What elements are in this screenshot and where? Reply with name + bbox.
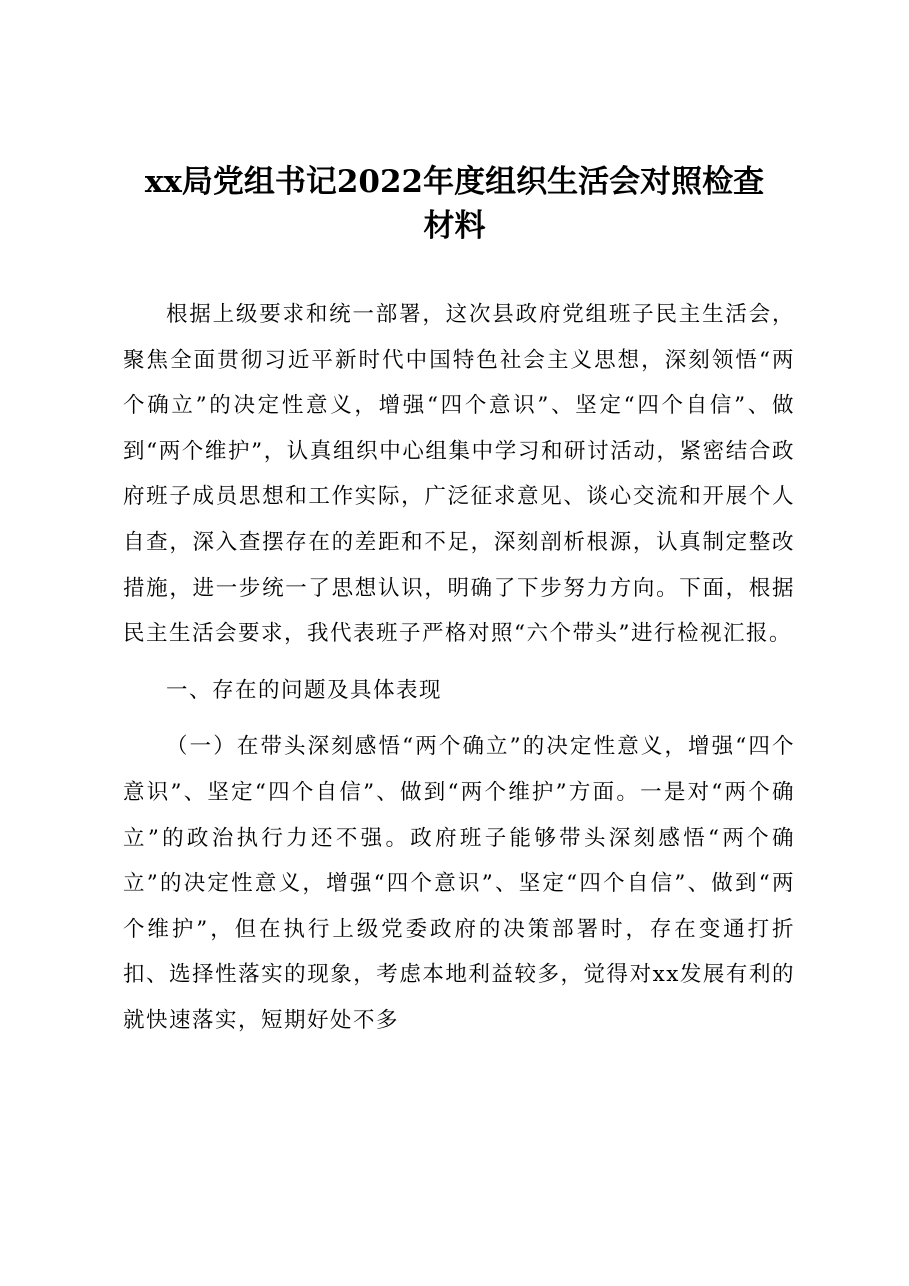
title-line-1: xx局党组书记2022年度组织生活会对照检查 [144, 164, 765, 200]
title-line-2: 材料 [423, 208, 486, 244]
subsection-paragraph: （一）在带头深刻感悟“两个确立”的决定性意义，增强“四个意识”、坚定“四个自信”、做到“两个维护”方面。一是对“两个确立”的政治执行力还不强。政府班子能够带头深刻感悟“两个确立”的决定性意义，增强“四个意识”、坚定“四个自信”、做到“两个维护”，但在执行上级党委政府的决策部署时，存在变通打折扣、选择性落实的现象，考虑本地利益较多，觉得对xx发展有利的就快速落实，短期好处不多 [123, 734, 795, 1033]
document-body [123, 292, 795, 1055]
section-heading: 一、存在的问题及具体表现 [166, 677, 443, 703]
document-title [112, 160, 797, 248]
intro-paragraph: 根据上级要求和统一部署，这次县政府党组班子民主生活会，聚焦全面贯彻习近平新时代中国特色社会主义思想，深刻领悟“两个确立”的决定性意义，增强“四个意识”、坚定“四个自信”、做到“两个维护”，认真组织中心组集中学习和研讨活动，紧密结合政府班子成员思想和工作实际，广泛征求意见、谈心交流和开展个人自查，深入查摆存在的差距和不足，深刻剖析根源，认真制定整改措施，进一步统一了思想认识，明确了下步努力方向。下面，根据民主生活会要求，我代表班子严格对照“六个带头”进行检视汇报。 [123, 302, 795, 647]
